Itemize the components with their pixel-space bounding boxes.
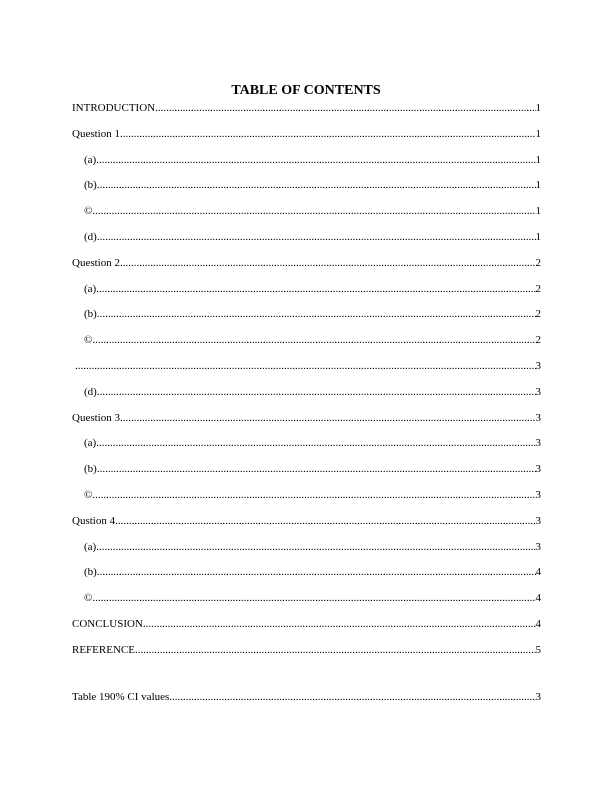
dot-leader	[75, 359, 536, 373]
toc-entry[interactable]	[72, 540, 541, 566]
dot-leader	[96, 540, 535, 554]
toc-entry-label: (a)	[84, 540, 97, 553]
toc-entry-label: Qustion 4	[72, 514, 116, 527]
toc-entry-label: (b)	[84, 179, 97, 192]
toc-entry-page-number: 2	[535, 256, 541, 269]
toc-entry-page-number: 4	[535, 592, 541, 605]
dot-leader	[97, 565, 536, 579]
toc-entry[interactable]	[72, 643, 541, 669]
dot-leader	[96, 436, 535, 450]
toc-entry[interactable]	[72, 230, 541, 256]
table-of-figures-entry[interactable]	[72, 690, 541, 716]
toc-entry-label: (b)	[84, 463, 97, 476]
toc-entry-label: (a)	[84, 437, 97, 450]
toc-entry[interactable]	[72, 307, 541, 333]
toc-list	[72, 101, 541, 669]
toc-entry-page-number: 2	[535, 308, 541, 321]
toc-entry[interactable]	[72, 565, 541, 591]
toc-entry-label: ©	[84, 334, 93, 347]
toc-entry[interactable]	[72, 411, 541, 437]
toc-entry-label: CONCLUSION	[72, 617, 143, 630]
toc-entry-page-number: 3	[535, 463, 541, 476]
toc-entry-label: ©	[84, 488, 93, 501]
toc-entry-page-number: 2	[535, 282, 541, 295]
dot-leader	[97, 462, 536, 476]
toc-entry-label: Question 3	[72, 411, 120, 424]
toc-entry-label: INTRODUCTION	[72, 102, 156, 114]
dot-leader	[120, 127, 536, 141]
dot-leader	[115, 514, 535, 528]
dot-leader	[92, 591, 535, 605]
list-of-tables	[72, 690, 541, 716]
dot-leader	[120, 411, 536, 425]
toc-entry[interactable]	[72, 436, 541, 462]
toc-entry[interactable]	[72, 178, 541, 204]
toc-entry[interactable]	[72, 256, 541, 282]
dot-leader	[92, 488, 535, 502]
dot-leader	[92, 333, 535, 347]
dot-leader	[155, 101, 535, 115]
toc-entry[interactable]	[72, 514, 541, 540]
toc-entry-label: Question 1	[72, 127, 120, 140]
dot-leader	[96, 282, 535, 296]
toc-entry[interactable]	[72, 488, 541, 514]
dot-leader	[92, 204, 535, 218]
toc-entry[interactable]	[72, 127, 541, 153]
toc-entry-page-number: 4	[535, 566, 541, 579]
toc-entry[interactable]	[72, 591, 541, 617]
toc-entry-page-number: 1	[535, 127, 541, 140]
toc-entry-label: ©	[84, 592, 93, 605]
toc-entry-page-number: 1	[535, 205, 541, 218]
dot-leader	[96, 153, 535, 167]
toc-entry[interactable]	[72, 153, 541, 179]
dot-leader	[97, 307, 536, 321]
toc-entry-page-number: 3	[535, 540, 541, 553]
toc-entry-label: (d)	[84, 385, 97, 398]
toc-entry-label: (a)	[84, 282, 97, 295]
toc-entry-page-number: 3	[535, 488, 541, 501]
toc-entry-label: (b)	[84, 566, 97, 579]
toc-entry-label: REFERENCE	[72, 643, 135, 656]
toc-entry-page-number: 1	[535, 102, 541, 114]
dot-leader	[97, 230, 536, 244]
toc-entry-page-number: 3	[535, 385, 541, 398]
page-title: TABLE OF CONTENTS	[231, 83, 381, 98]
toc-entry-label: ©	[84, 205, 93, 218]
toc-entry-page-number: 1	[535, 230, 541, 243]
toc-entry[interactable]	[72, 462, 541, 488]
toc-entry[interactable]	[72, 282, 541, 308]
toc-entry-label: (d)	[84, 230, 97, 243]
toc-entry[interactable]	[72, 385, 541, 411]
toc-entry[interactable]	[72, 333, 541, 359]
toc-entry-page-number: 3	[535, 359, 541, 372]
toc-entry[interactable]	[72, 359, 541, 385]
toc-entry-page-number: 3	[535, 514, 541, 527]
toc-entry-label: Question 2	[72, 256, 120, 269]
toc-entry-page-number: 4	[535, 617, 541, 630]
toc-entry[interactable]	[72, 617, 541, 643]
dot-leader	[135, 643, 536, 657]
toc-entry-page-number: 2	[535, 334, 541, 347]
toc-entry-label: (a)	[84, 153, 97, 166]
toc-entry-page-number: 1	[535, 153, 541, 166]
toc-entry-page-number: 3	[535, 691, 541, 703]
toc-entry-page-number: 3	[535, 411, 541, 424]
toc-entry[interactable]	[72, 101, 541, 127]
dot-leader	[169, 690, 535, 704]
dot-leader	[97, 178, 536, 192]
toc-entry-page-number: 1	[535, 179, 541, 192]
dot-leader	[97, 385, 536, 399]
toc-entry-label: Table 190% CI values	[72, 691, 170, 703]
toc-entry-page-number: 3	[535, 437, 541, 450]
toc-entry-label: (b)	[84, 308, 97, 321]
toc-entry-page-number: 5	[535, 643, 541, 656]
dot-leader	[120, 256, 536, 270]
toc-entry[interactable]	[72, 204, 541, 230]
dot-leader	[143, 617, 536, 631]
